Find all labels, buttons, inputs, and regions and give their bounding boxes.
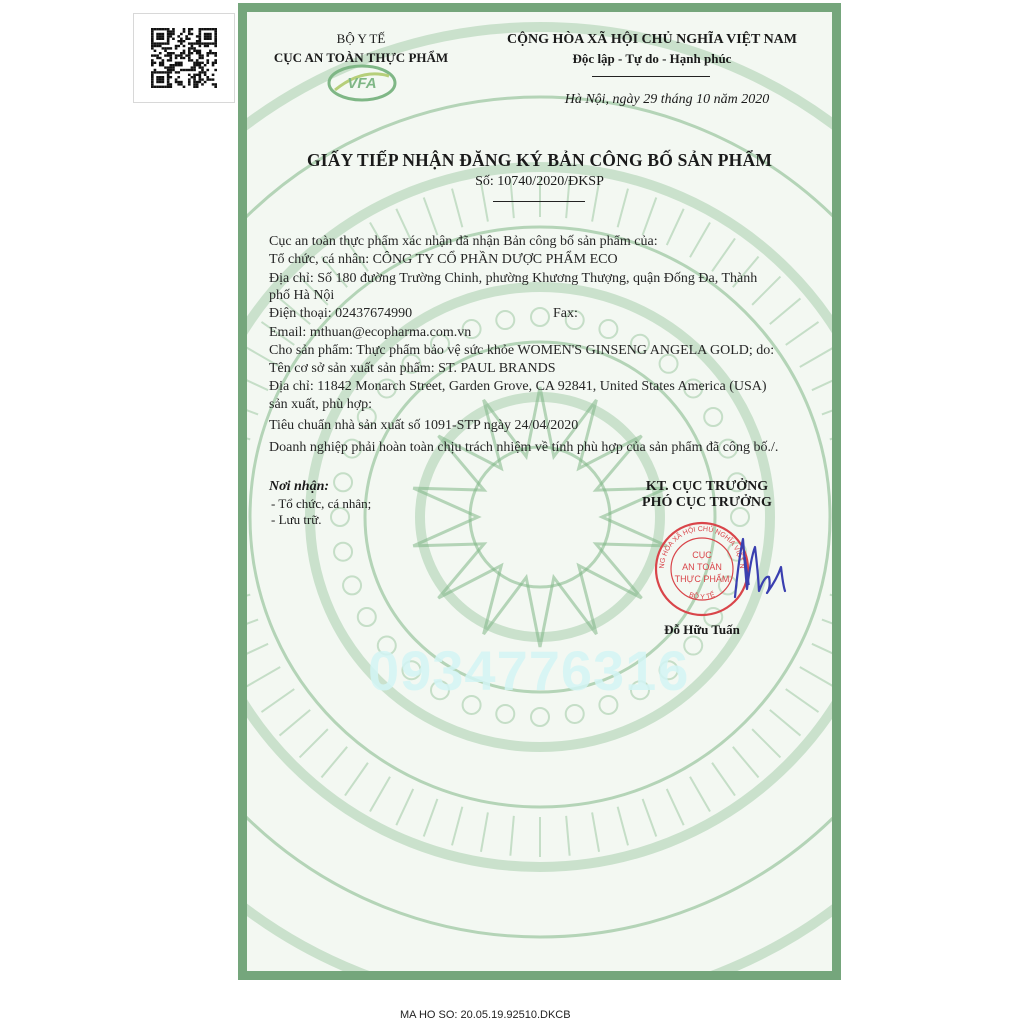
- address-line-2: phố Hà Nội: [269, 288, 335, 303]
- national-motto: Độc lập - Tự do - Hạnh phúc: [572, 51, 732, 66]
- responsibility-line: Doanh nghiệp phải hoàn toàn chịu trách nhiệm về tính phù hợp của sản phẩm đã công bố./.: [269, 440, 779, 455]
- intro-line: Cục an toàn thực phẩm xác nhận đã nhận Bản công bố sản phẩm của:: [269, 234, 658, 249]
- manufacturer-address-line-1: Địa chỉ: 11842 Monarch Street, Garden Grove, CA 92841, United States America (USA): [269, 379, 767, 394]
- manufacturer-address-line-2: sản xuất, phù hợp:: [269, 397, 373, 412]
- title-underline: [493, 201, 585, 202]
- phone-watermark: 0934776316: [368, 639, 690, 702]
- product-line: Cho sản phẩm: Thực phẩm bảo vệ sức khỏe WOMEN'S GINSENG ANGELA GOLD; do:: [269, 343, 775, 358]
- recipient-item: - Tổ chức, cá nhân;: [271, 496, 372, 511]
- recipients-heading: Nơi nhận:: [269, 479, 330, 494]
- svg-text:VFA: VFA: [347, 75, 377, 92]
- address-line-1: Địa chỉ: Số 180 đường Trường Chinh, phường Khương Thượng, quận Đống Đa, Thành: [269, 271, 758, 286]
- svg-text:THỰC PHẨM: THỰC PHẨM: [674, 574, 730, 584]
- qr-code: [133, 13, 235, 103]
- email-line: Email: mthuan@ecopharma.com.vn: [269, 325, 472, 340]
- recipient-item: - Lưu trữ.: [271, 512, 322, 527]
- dossier-code: MA HO SO: 20.05.19.92510.DKCB: [400, 1009, 571, 1021]
- agency-name: CỤC AN TOÀN THỰC PHẨM: [273, 50, 449, 65]
- vfa-logo: [327, 64, 397, 102]
- fax-line: Fax:: [553, 306, 578, 321]
- place-date: Hà Nội, ngày 29 tháng 10 năm 2020: [564, 92, 770, 107]
- qr-code-icon: [151, 28, 217, 88]
- motto-underline: [592, 76, 710, 77]
- manufacturer-line: Tên cơ sở sản xuất sản phẩm: ST. PAUL BRANDS: [269, 361, 556, 376]
- document-title: GIẤY TIẾP NHẬN ĐĂNG KÝ BẢN CÔNG BỐ SẢN PHẨM: [306, 150, 773, 170]
- phone-line: Điện thoại: 02437674990: [269, 306, 413, 321]
- ministry-name: BỘ Y TẾ: [336, 31, 386, 46]
- signature-title-1: KT. CỤC TRƯỞNG: [645, 479, 769, 494]
- document-number: Số: 10740/2020/ĐKSP: [475, 174, 604, 189]
- svg-text:AN TOÀN: AN TOÀN: [682, 562, 722, 572]
- signer-name: Đỗ Hữu Tuấn: [664, 622, 740, 637]
- standard-line: Tiêu chuẩn nhà sản xuất số 1091-STP ngày 24/04/2020: [269, 418, 579, 433]
- svg-text:BỘ Y TẾ: BỘ Y TẾ: [688, 591, 716, 602]
- signature-title-2: PHÓ CỤC TRƯỞNG: [642, 495, 772, 510]
- svg-text:CỘNG HÒA XÃ HỘI CHỦ NGHĨA VIỆT: NG HÒA XÃ HỘI CHỦ NGHĨA VIỆT N: [658, 525, 746, 569]
- certificate-document: [238, 3, 841, 980]
- handwritten-signature: [725, 527, 795, 607]
- country-name: CỘNG HÒA XÃ HỘI CHỦ NGHĨA VIỆT NAM: [506, 32, 797, 47]
- svg-text:CỤC: CỤC: [692, 550, 712, 560]
- organization-line: Tổ chức, cá nhân: CÔNG TY CỔ PHẦN DƯỢC PHẨM ECO: [269, 252, 618, 267]
